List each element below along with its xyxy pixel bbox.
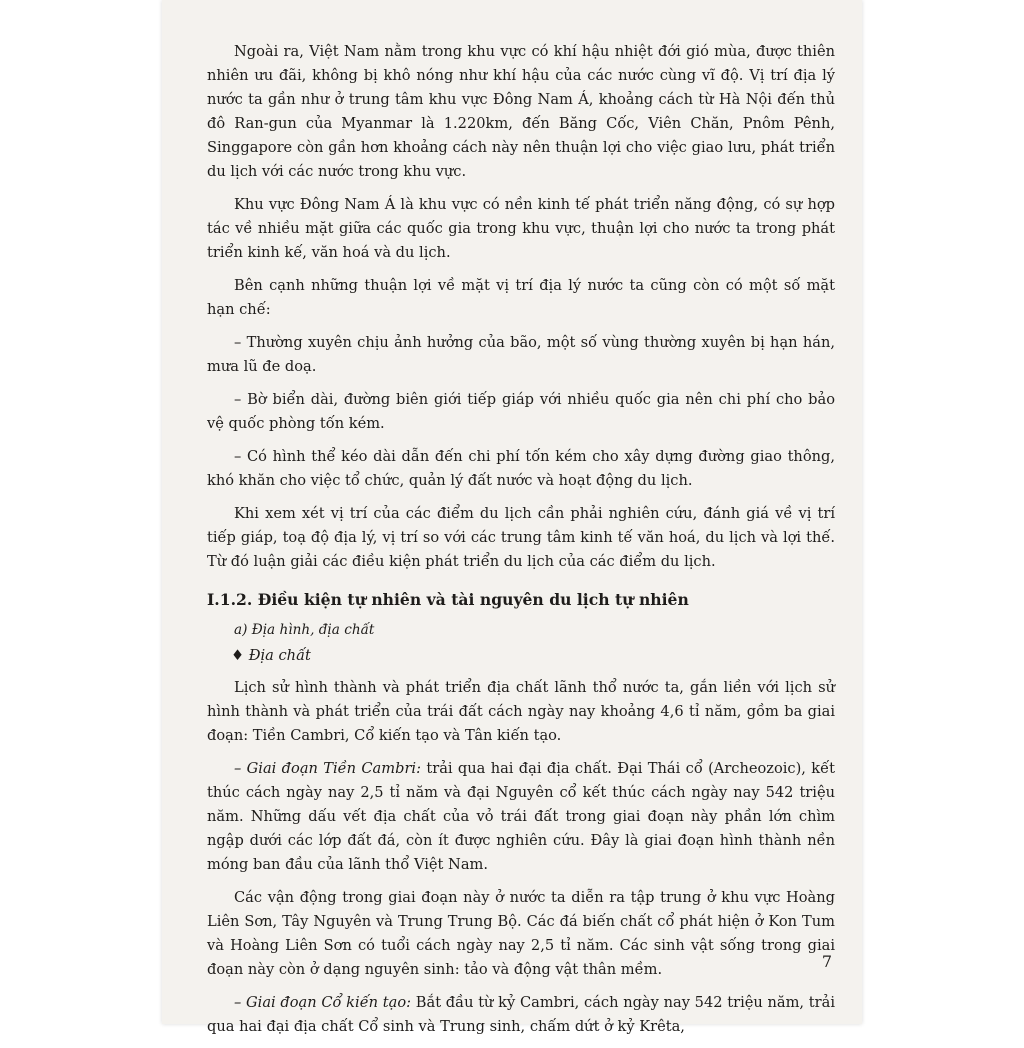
text-co-kien-tao: Bắt đầu từ kỷ Cambri, cách ngày nay 542 triệu năm, trải qua hai đại địa chất Cổ sinh và Trung sinh, chấm dứt ở kỷ Krêta, bbox=[207, 994, 835, 1035]
list-item-hinh-the: – Có hình thể kéo dài dẫn đến chi phí tốn kém cho xây dựng đường giao thông, khó khăn cho việc tổ chức, quản lý đất nước và hoạt động du lịch. bbox=[207, 448, 835, 489]
paragraph-han-che: Bên cạnh những thuận lợi về mặt vị trí địa lý nước ta cũng còn có một số mặt hạn chế: bbox=[207, 277, 835, 318]
label-co-kien-tao: – Giai đoạn Cổ kiến tạo: bbox=[234, 994, 412, 1011]
section-heading: I.1.2. Điều kiện tự nhiên và tài nguyên du lịch tự nhiên bbox=[207, 590, 689, 609]
paragraph-tien-cambri bbox=[207, 757, 835, 877]
subheading-dia-hinh: a) Địa hình, địa chất bbox=[234, 622, 375, 638]
paragraph-khi-hau: Ngoài ra, Việt Nam nằm trong khu vực có khí hậu nhiệt đới gió mùa, được thiên nhiên ưu đãi, không bị khô nóng như khí hậu của các nước cùng vĩ độ. Vị trí địa lý nước ta gần như ở trung tâm khu vực Đông Nam Á, khoảng cách từ Hà Nội đến thủ đô Ran-gun của Myanmar là 1.220km, đến Băng Cốc, Viên Chăn, Pnôm Pênh, Singgapore còn gần hơn khoảng cách này nên thuận lợi cho việc giao lưu, phát triển du lịch với các nước trong khu vực. bbox=[207, 43, 835, 180]
paragraph-vi-tri-diem-du-lich: Khi xem xét vị trí của các điểm du lịch cần phải nghiên cứu, đánh giá về vị trí tiếp giáp, toạ độ địa lý, vị trí so với các trung tâm kinh tế văn hoá, du lịch và lợi thế. Từ đó luận giải các điều kiện phát triển du lịch của các điểm du lịch. bbox=[207, 505, 835, 570]
text-tien-cambri: trải qua hai đại địa chất. Đại Thái cổ (Archeozoic), kết thúc cách ngày nay 2,5 tỉ năm và đại Nguyên cổ kết thúc cách ngày nay 542 triệu năm. Những dấu vết địa chất của vỏ trái đất trong giai đoạn này phần lớn chìm ngập dưới các lớp đất đá, còn ít được nghiên cứu. Đây là giai đoạn hình thành nền móng ban đầu của lãnh thổ Việt Nam. bbox=[207, 760, 835, 873]
paragraph-van-dong: Các vận động trong giai đoạn này ở nước ta diễn ra tập trung ở khu vực Hoàng Liên Sơn, Tây Nguyên và Trung Trung Bộ. Các đá biến chất cổ phát hiện ở Kon Tum và Hoàng Liên Sơn có tuổi cách ngày nay 2,5 tỉ năm. Các sinh vật sống trong giai đoạn này còn ở dạng nguyên sinh: tảo và động vật thân mềm. bbox=[207, 889, 835, 978]
book-page bbox=[162, 0, 862, 1035]
label-tien-cambri: – Giai đoạn Tiền Cambri: bbox=[234, 760, 421, 777]
list-item-bo-bien: – Bờ biển dài, đường biên giới tiếp giáp với nhiều quốc gia nên chi phí cho bảo vệ quốc phòng tốn kém. bbox=[207, 391, 835, 432]
page-number: 7 bbox=[821, 952, 832, 971]
page-content bbox=[207, 40, 835, 1048]
paragraph-dong-nam-a: Khu vực Đông Nam Á là khu vực có nền kinh tế phát triển năng động, có sự hợp tác về nhiều mặt giữa các quốc gia trong khu vực, thuận lợi cho nước ta trong phát triển kinh kế, văn hoá và du lịch. bbox=[207, 196, 835, 261]
paragraph-lich-su-dia-chat: Lịch sử hình thành và phát triển địa chất lãnh thổ nước ta, gắn liền với lịch sử hình thành và phát triển của trái đất cách ngày nay khoảng 4,6 tỉ năm, gồm ba giai đoạn: Tiền Cambri, Cổ kiến tạo và Tân kiến tạo. bbox=[207, 679, 835, 744]
paragraph-co-kien-tao bbox=[207, 991, 835, 1039]
list-item-bao: – Thường xuyên chịu ảnh hưởng của bão, một số vùng thường xuyên bị hạn hán, mưa lũ đe doạ. bbox=[207, 334, 835, 375]
bullet-heading-dia-chat: ♦ Địa chất bbox=[231, 647, 311, 664]
